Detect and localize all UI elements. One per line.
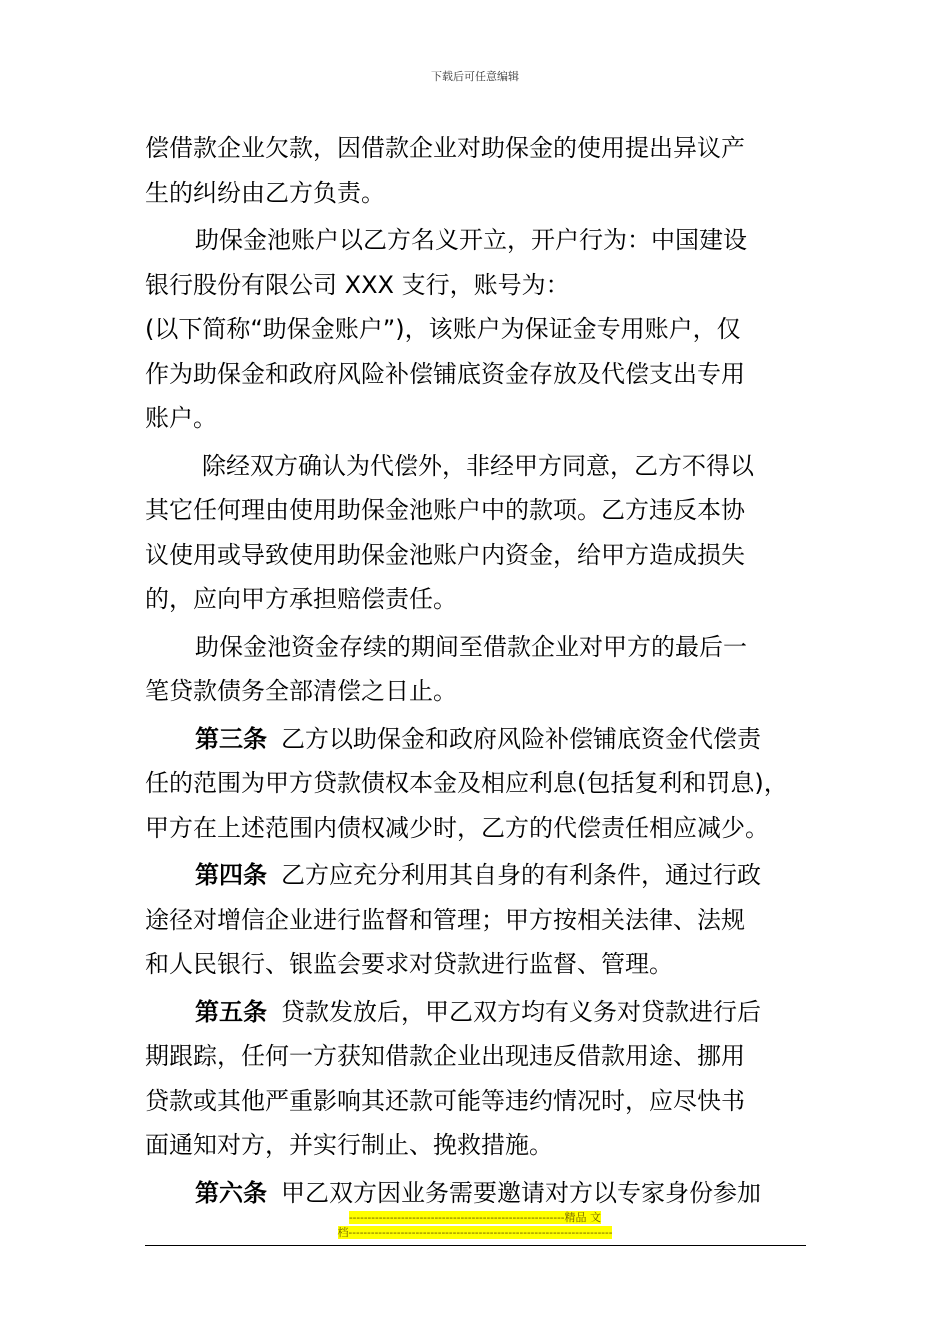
line-text: 乙方应充分利用其自身的有利条件，通过行政 [281, 861, 761, 889]
article-heading: 第六条 [195, 1178, 267, 1207]
article-heading: 第四条 [195, 861, 267, 889]
article-heading: 第五条 [195, 997, 267, 1026]
line-text: 乙方以助保金和政府风险补偿铺底资金代偿责 [281, 724, 761, 753]
line-text: 期跟踪，任何一方获知借款企业出现违反借款用途、挪用 [145, 1042, 745, 1070]
text-line [145, 352, 810, 397]
line-text: 助保金池资金存续的期间至借款企业对甲方的最后一 [195, 632, 747, 661]
paragraph [145, 853, 810, 987]
text-line [145, 1079, 810, 1124]
paragraph [145, 625, 810, 714]
line-text: 生的纠纷由乙方负责。 [145, 178, 385, 207]
text-line [145, 1034, 810, 1079]
line-text: 途径对增信企业进行监督和管理；甲方按相关法律、法规 [145, 905, 745, 934]
text-line [145, 307, 810, 352]
line-text: 甲方在上述范围内债权减少时，乙方的代偿责任相应减少。 [145, 813, 769, 842]
text-line [145, 263, 810, 308]
line-text: 贷款发放后，甲乙双方均有义务对贷款进行后 [281, 997, 761, 1026]
line-text: 偿借款企业欠款，因借款企业对助保金的使用提出异议产 [145, 134, 745, 162]
footer-note-text-1: ----------------------------------------------------------精品 文 [348, 1211, 602, 1224]
text-line [145, 488, 810, 533]
text-line [145, 853, 810, 898]
line-text: 作为助保金和政府风险补偿铺底资金存放及代偿支出专用 [145, 359, 745, 388]
line-text: 面通知对方，并实行制止、挽救措施。 [145, 1131, 553, 1159]
line-text: 议使用或导致使用助保金池账户内资金，给甲方造成损失 [145, 540, 745, 569]
footer-rule [145, 1245, 806, 1246]
text-line [145, 396, 810, 441]
line-text: 除经双方确认为代偿外，非经甲方同意，乙方不得以 [202, 451, 754, 480]
paragraph [145, 218, 810, 441]
text-line [145, 171, 810, 216]
paragraph [145, 1171, 810, 1216]
line-text: 笔贷款债务全部清偿之日止。 [145, 677, 457, 705]
article-heading: 第三条 [195, 724, 267, 753]
text-line [145, 218, 810, 263]
line-text: 和人民银行、银监会要求对贷款进行监督、管理。 [145, 950, 673, 978]
footer-note-line-2 [0, 1226, 950, 1239]
text-line [145, 444, 810, 489]
text-line [145, 1171, 810, 1216]
line-text: 的，应向甲方承担赔偿责任。 [145, 585, 457, 613]
text-line [145, 942, 810, 987]
page-header: 下载后可任意编辑 [431, 70, 519, 83]
line-text: 任的范围为甲方贷款债权本金及相应利息(包括复利和罚息)， [145, 769, 788, 797]
line-text: 银行股份有限公司 XXX 支行，账号为： [145, 270, 570, 299]
line-text: 甲乙双方因业务需要邀请对方以专家身份参加 [281, 1178, 761, 1207]
line-text: (以下简称“助保金账户”)，该账户为保证金专用账户，仅 [145, 315, 741, 343]
text-line [145, 898, 810, 943]
paragraph [145, 717, 810, 851]
paragraph [145, 444, 810, 622]
text-line [145, 717, 810, 762]
text-line [145, 625, 810, 670]
text-line [145, 533, 810, 578]
line-text: 贷款或其他严重影响其还款可能等违约情况时，应尽快书 [145, 1086, 745, 1115]
text-line [145, 1123, 810, 1168]
text-line [145, 806, 810, 851]
footer-note-line-1 [0, 1211, 950, 1224]
text-line [145, 990, 810, 1035]
line-text: 助保金池账户以乙方名义开立，开户行为：中国建设 [195, 226, 747, 254]
text-line [145, 761, 810, 806]
document-body [145, 126, 810, 1215]
text-line [145, 669, 810, 714]
line-text: 账户。 [145, 404, 217, 432]
text-line [145, 577, 810, 622]
footer-note-text-2: 档----------------------------------------------------------------------- [337, 1226, 613, 1239]
line-text: 其它任何理由使用助保金池账户中的款项。乙方违反本协 [145, 496, 745, 524]
paragraph [145, 990, 810, 1168]
text-line [145, 126, 810, 171]
paragraph [145, 126, 810, 215]
